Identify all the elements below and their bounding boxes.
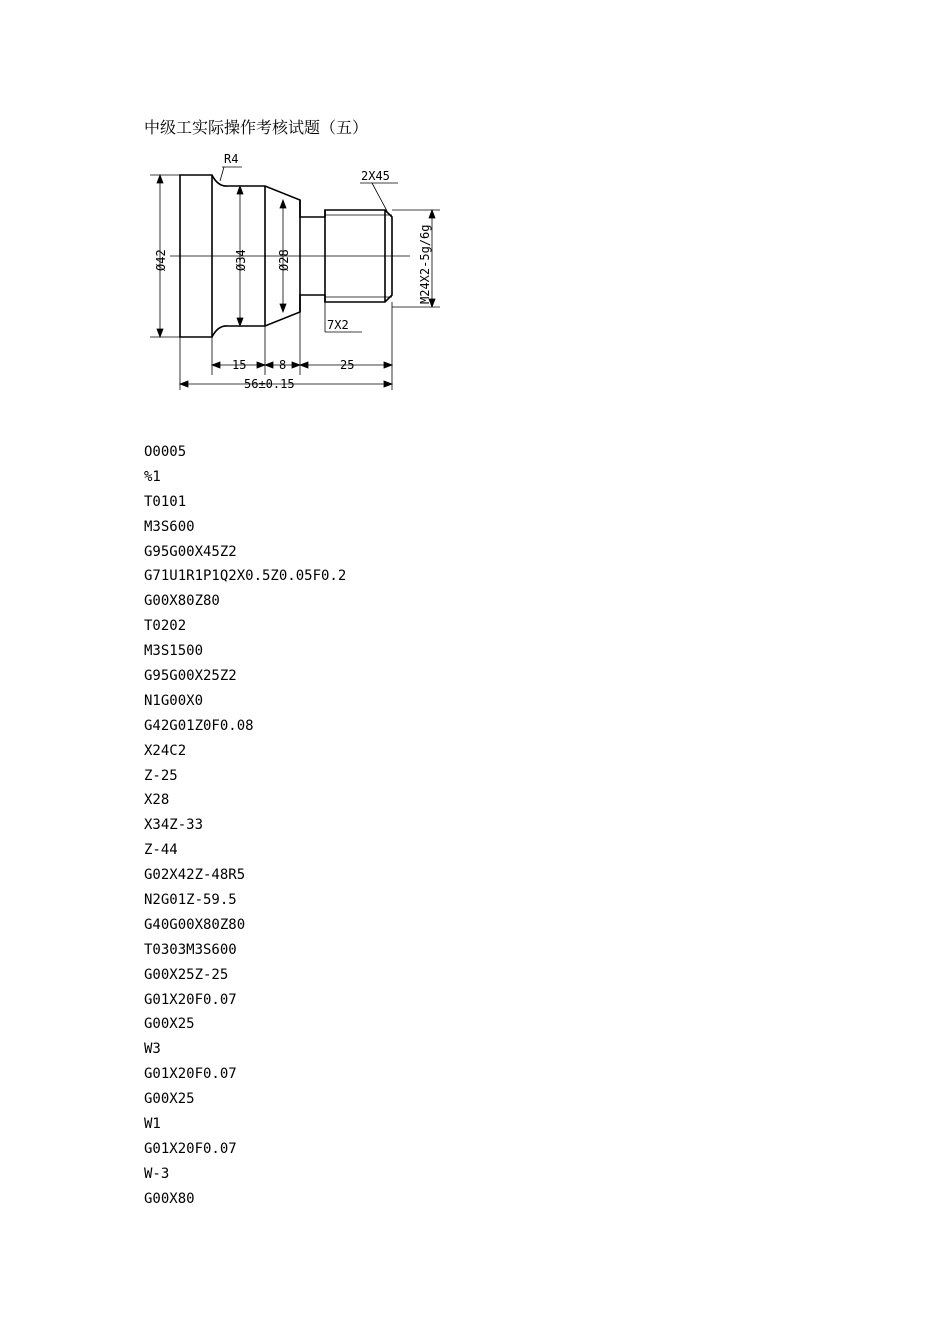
code-line: N2G01Z-59.5 bbox=[144, 892, 237, 909]
code-line: W3 bbox=[144, 1041, 161, 1058]
code-line: G40G00X80Z80 bbox=[144, 916, 246, 933]
code-line: Z-25 bbox=[144, 767, 178, 784]
code-line: %1 bbox=[144, 468, 161, 485]
dim-len-15: 15 bbox=[232, 358, 247, 372]
dim-dia-28: Ø28 bbox=[277, 249, 291, 271]
code-line: G42G01Z0F0.08 bbox=[144, 717, 254, 734]
code-line: Z-44 bbox=[144, 842, 178, 859]
code-line: O0005 bbox=[144, 444, 187, 460]
code-line: G00X80Z80 bbox=[144, 593, 220, 610]
code-line: W1 bbox=[144, 1116, 161, 1133]
code-line: G71U1R1P1Q2X0.5Z0.05F0.2 bbox=[144, 568, 347, 585]
page-title: 中级工实际操作考核试题（五） bbox=[144, 118, 369, 137]
code-line: X28 bbox=[144, 792, 170, 809]
dim-len-25: 25 bbox=[340, 358, 355, 372]
part-drawing bbox=[140, 145, 450, 400]
code-line: G00X25Z-25 bbox=[144, 966, 229, 983]
code-line: G95G00X45Z2 bbox=[144, 543, 237, 560]
code-line: G01X20F0.07 bbox=[144, 1140, 237, 1157]
nc-program bbox=[144, 441, 346, 1213]
dim-thread: M24X2-5g/6g bbox=[418, 224, 432, 304]
dim-dia-34: Ø34 bbox=[234, 249, 248, 271]
code-line: G00X80 bbox=[144, 1190, 195, 1207]
code-line: M3S600 bbox=[144, 518, 195, 535]
code-line: N1G00X0 bbox=[144, 692, 204, 709]
code-line: G02X42Z-48R5 bbox=[144, 867, 246, 884]
dim-radius: R4 bbox=[224, 152, 239, 166]
code-line: G01X20F0.07 bbox=[144, 1066, 237, 1083]
code-line: M3S1500 bbox=[144, 643, 204, 660]
dim-len-8: 8 bbox=[279, 358, 287, 372]
dim-chamfer: 2X45 bbox=[361, 169, 390, 183]
code-line: G00X25 bbox=[144, 1091, 195, 1108]
code-line: G95G00X25Z2 bbox=[144, 668, 237, 685]
code-line: X34Z-33 bbox=[144, 817, 204, 834]
dim-total: 56±0.15 bbox=[244, 377, 295, 391]
code-line: X24C2 bbox=[144, 742, 187, 759]
code-line: T0303M3S600 bbox=[144, 941, 237, 958]
code-line: T0202 bbox=[144, 618, 187, 635]
dim-groove: 7X2 bbox=[327, 318, 349, 332]
code-line: T0101 bbox=[144, 493, 187, 510]
code-line: W-3 bbox=[144, 1165, 170, 1182]
code-line: G00X25 bbox=[144, 1016, 195, 1033]
dim-dia-42: Ø42 bbox=[154, 249, 168, 271]
code-line: G01X20F0.07 bbox=[144, 991, 237, 1008]
